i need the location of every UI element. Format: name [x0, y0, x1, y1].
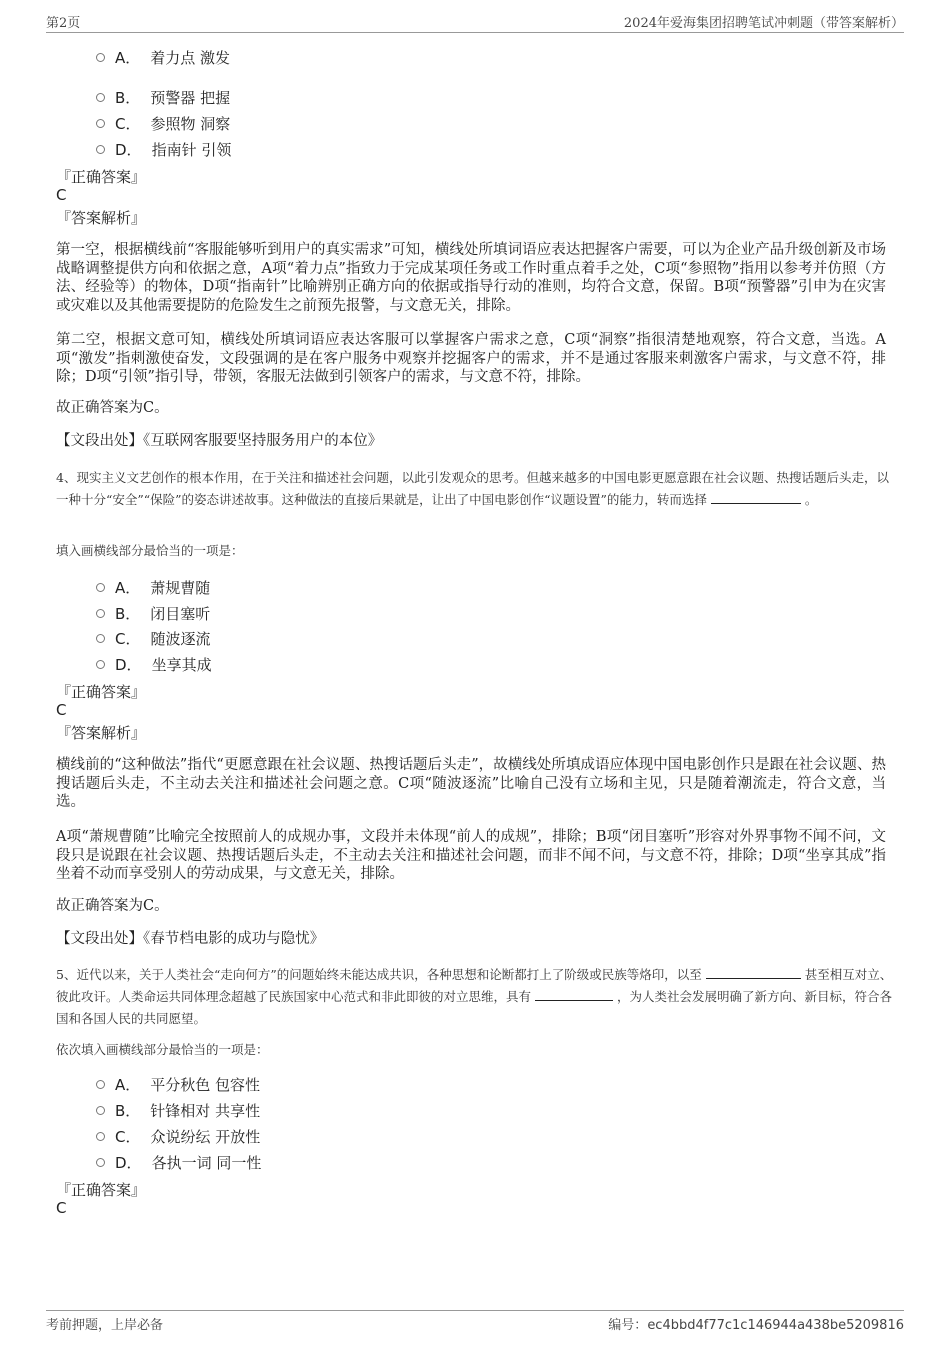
q3-analysis-label: 『答案解析』 — [56, 209, 147, 227]
q4-analysis-label: 『答案解析』 — [56, 724, 147, 742]
q5-blank-1 — [706, 966, 801, 979]
q3-option-d[interactable]: D． 指南针 引领 — [96, 139, 231, 160]
q3-option-a[interactable]: A． 着力点 激发 — [96, 47, 230, 68]
q3-analysis-conclusion: 故正确答案为C。 — [56, 400, 169, 416]
radio-icon[interactable] — [96, 1106, 105, 1115]
q5-option-d[interactable]: D． 各执一词 同一性 — [96, 1152, 261, 1173]
q4-source: 【文段出处】《春节档电影的成功与隐忧》 — [56, 931, 325, 947]
q3-source: 【文段出处】《互联网客服要坚持服务用户的本位》 — [56, 433, 383, 449]
q4-option-b[interactable]: B． 闭目塞听 — [96, 603, 210, 624]
q3-option-b[interactable]: B． 预警器 把握 — [96, 87, 230, 108]
q3-analysis-paragraph-1: 第一空，根据横线前“客服能够听到用户的真实需求”可知，横线处所填词语应表达把握客户需要，可以为企业产品升级创新及市场战略调整提供方向和依据之意，A项“着力点”指致力于完成某项任务或工作时重点着手之处，C项“参照物”指用以参考并仿照（方法、经验等）的物体，D项“指南针”比喻辨别正确方向的依据或指导行动的准则，均符合文意，保留。B项“预警器”引申为在灾害或灾难以及其他需要提防的危险发生之前预先报警，与文意无关，排除。 — [56, 242, 886, 314]
header-divider — [46, 32, 904, 33]
radio-icon[interactable] — [96, 660, 105, 669]
q4-option-c[interactable]: C． 随波逐流 — [96, 628, 211, 649]
footer-slogan: 考前押题，上岸必备 — [46, 1318, 164, 1333]
radio-icon[interactable] — [96, 145, 105, 154]
radio-icon[interactable] — [96, 53, 105, 62]
q3-answer-label: 『正确答案』 — [56, 168, 147, 186]
footer-divider — [46, 1310, 904, 1311]
q4-option-d[interactable]: D． 坐享其成 — [96, 654, 212, 675]
q4-option-a[interactable]: A． 萧规曹随 — [96, 577, 210, 598]
q5-answer-label: 『正确答案』 — [56, 1181, 147, 1199]
q5-answer: C — [56, 1199, 67, 1217]
radio-icon[interactable] — [96, 1132, 105, 1141]
q5-question-text: 5、近代以来，关于人类社会“走向何方”的问题始终未能达成共识，各种思想和论断都打上了阶级或民族等烙印，以至 甚至相互对立、彼此攻讦。人类命运共同体理念超越了民族国家中心范式和非此即彼的对立思维，具有 ，为人类社会发展明确了新方向、新目标，符合各国和各国人民的共同愿望。 — [56, 967, 893, 1026]
radio-icon[interactable] — [96, 119, 105, 128]
q4-analysis-paragraph-1: 横线前的“这种做法”指代“更愿意跟在社会议题、热搜话题后头走”，故横线处所填成语应体现中国电影创作只是跟在社会议题、热搜话题后头走，不主动去关注和描述社会问题之意。C项“随波逐流”比喻自己没有立场和主见，只是随着潮流走，符合文意，当选。 — [56, 757, 886, 810]
q3-option-c[interactable]: C． 参照物 洞察 — [96, 113, 230, 134]
q5-instruction: 依次填入画横线部分最恰当的一项是： — [56, 1042, 269, 1057]
radio-icon[interactable] — [96, 634, 105, 643]
q4-question-text: 4、现实主义文艺创作的根本作用，在于关注和描述社会问题，以此引发观众的思考。但越来越多的中国电影更愿意跟在社会议题、热搜话题后头走，以一种十分“安全”“保险”的姿态讲述故事。这种做法的直接后果就是，让出了中国电影创作“议题设置”的能力，转而选择 。 — [56, 470, 889, 507]
document-title: 2024年爱海集团招聘笔试冲刺题（带答案解析） — [623, 16, 904, 31]
q4-answer: C — [56, 701, 67, 719]
q3-analysis-paragraph-2: 第二空，根据文意可知，横线处所填词语应表达客服可以掌握客户需求之意，C项“洞察”指很清楚地观察，符合文意，当选。A项“激发”指刺激使奋发，文段强调的是在客户服务中观察并挖掘客户的需求，并不是通过客服来刺激客户需求，与文意不符，排除；D项“引领”指引导，带领，客服无法做到引领客户的需求，与文意不符，排除。 — [56, 332, 886, 385]
q4-instruction: 填入画横线部分最恰当的一项是： — [56, 543, 244, 558]
document-code: 编号：ec4bbd4f77c1c146944a438be5209816 — [608, 1318, 904, 1333]
q4-answer-label: 『正确答案』 — [56, 683, 147, 701]
radio-icon[interactable] — [96, 609, 105, 618]
q4-blank — [711, 491, 801, 504]
q5-option-a[interactable]: A． 平分秋色 包容性 — [96, 1074, 260, 1095]
q5-option-b[interactable]: B． 针锋相对 共享性 — [96, 1100, 260, 1121]
page-header — [46, 12, 904, 31]
radio-icon[interactable] — [96, 93, 105, 102]
radio-icon[interactable] — [96, 1080, 105, 1089]
q4-analysis-paragraph-2: A项“萧规曹随”比喻完全按照前人的成规办事，文段并未体现“前人的成规”，排除；B项“闭目塞听”形容对外界事物不闻不问，文段只是说跟在社会议题、热搜话题后头走，不主动去关注和描述社会问题，而非不闻不问，与文意不符，排除；D项“坐享其成”指坐着不动而享受别人的劳动成果，与文意无关，排除。 — [56, 829, 886, 882]
q4-analysis-conclusion: 故正确答案为C。 — [56, 898, 169, 914]
q5-option-c[interactable]: C． 众说纷纭 开放性 — [96, 1126, 260, 1147]
radio-icon[interactable] — [96, 583, 105, 592]
q5-blank-2 — [535, 988, 613, 1001]
radio-icon[interactable] — [96, 1158, 105, 1167]
page-footer — [46, 1314, 904, 1333]
page-number: 第2页 — [46, 16, 81, 31]
q3-answer: C — [56, 186, 67, 204]
